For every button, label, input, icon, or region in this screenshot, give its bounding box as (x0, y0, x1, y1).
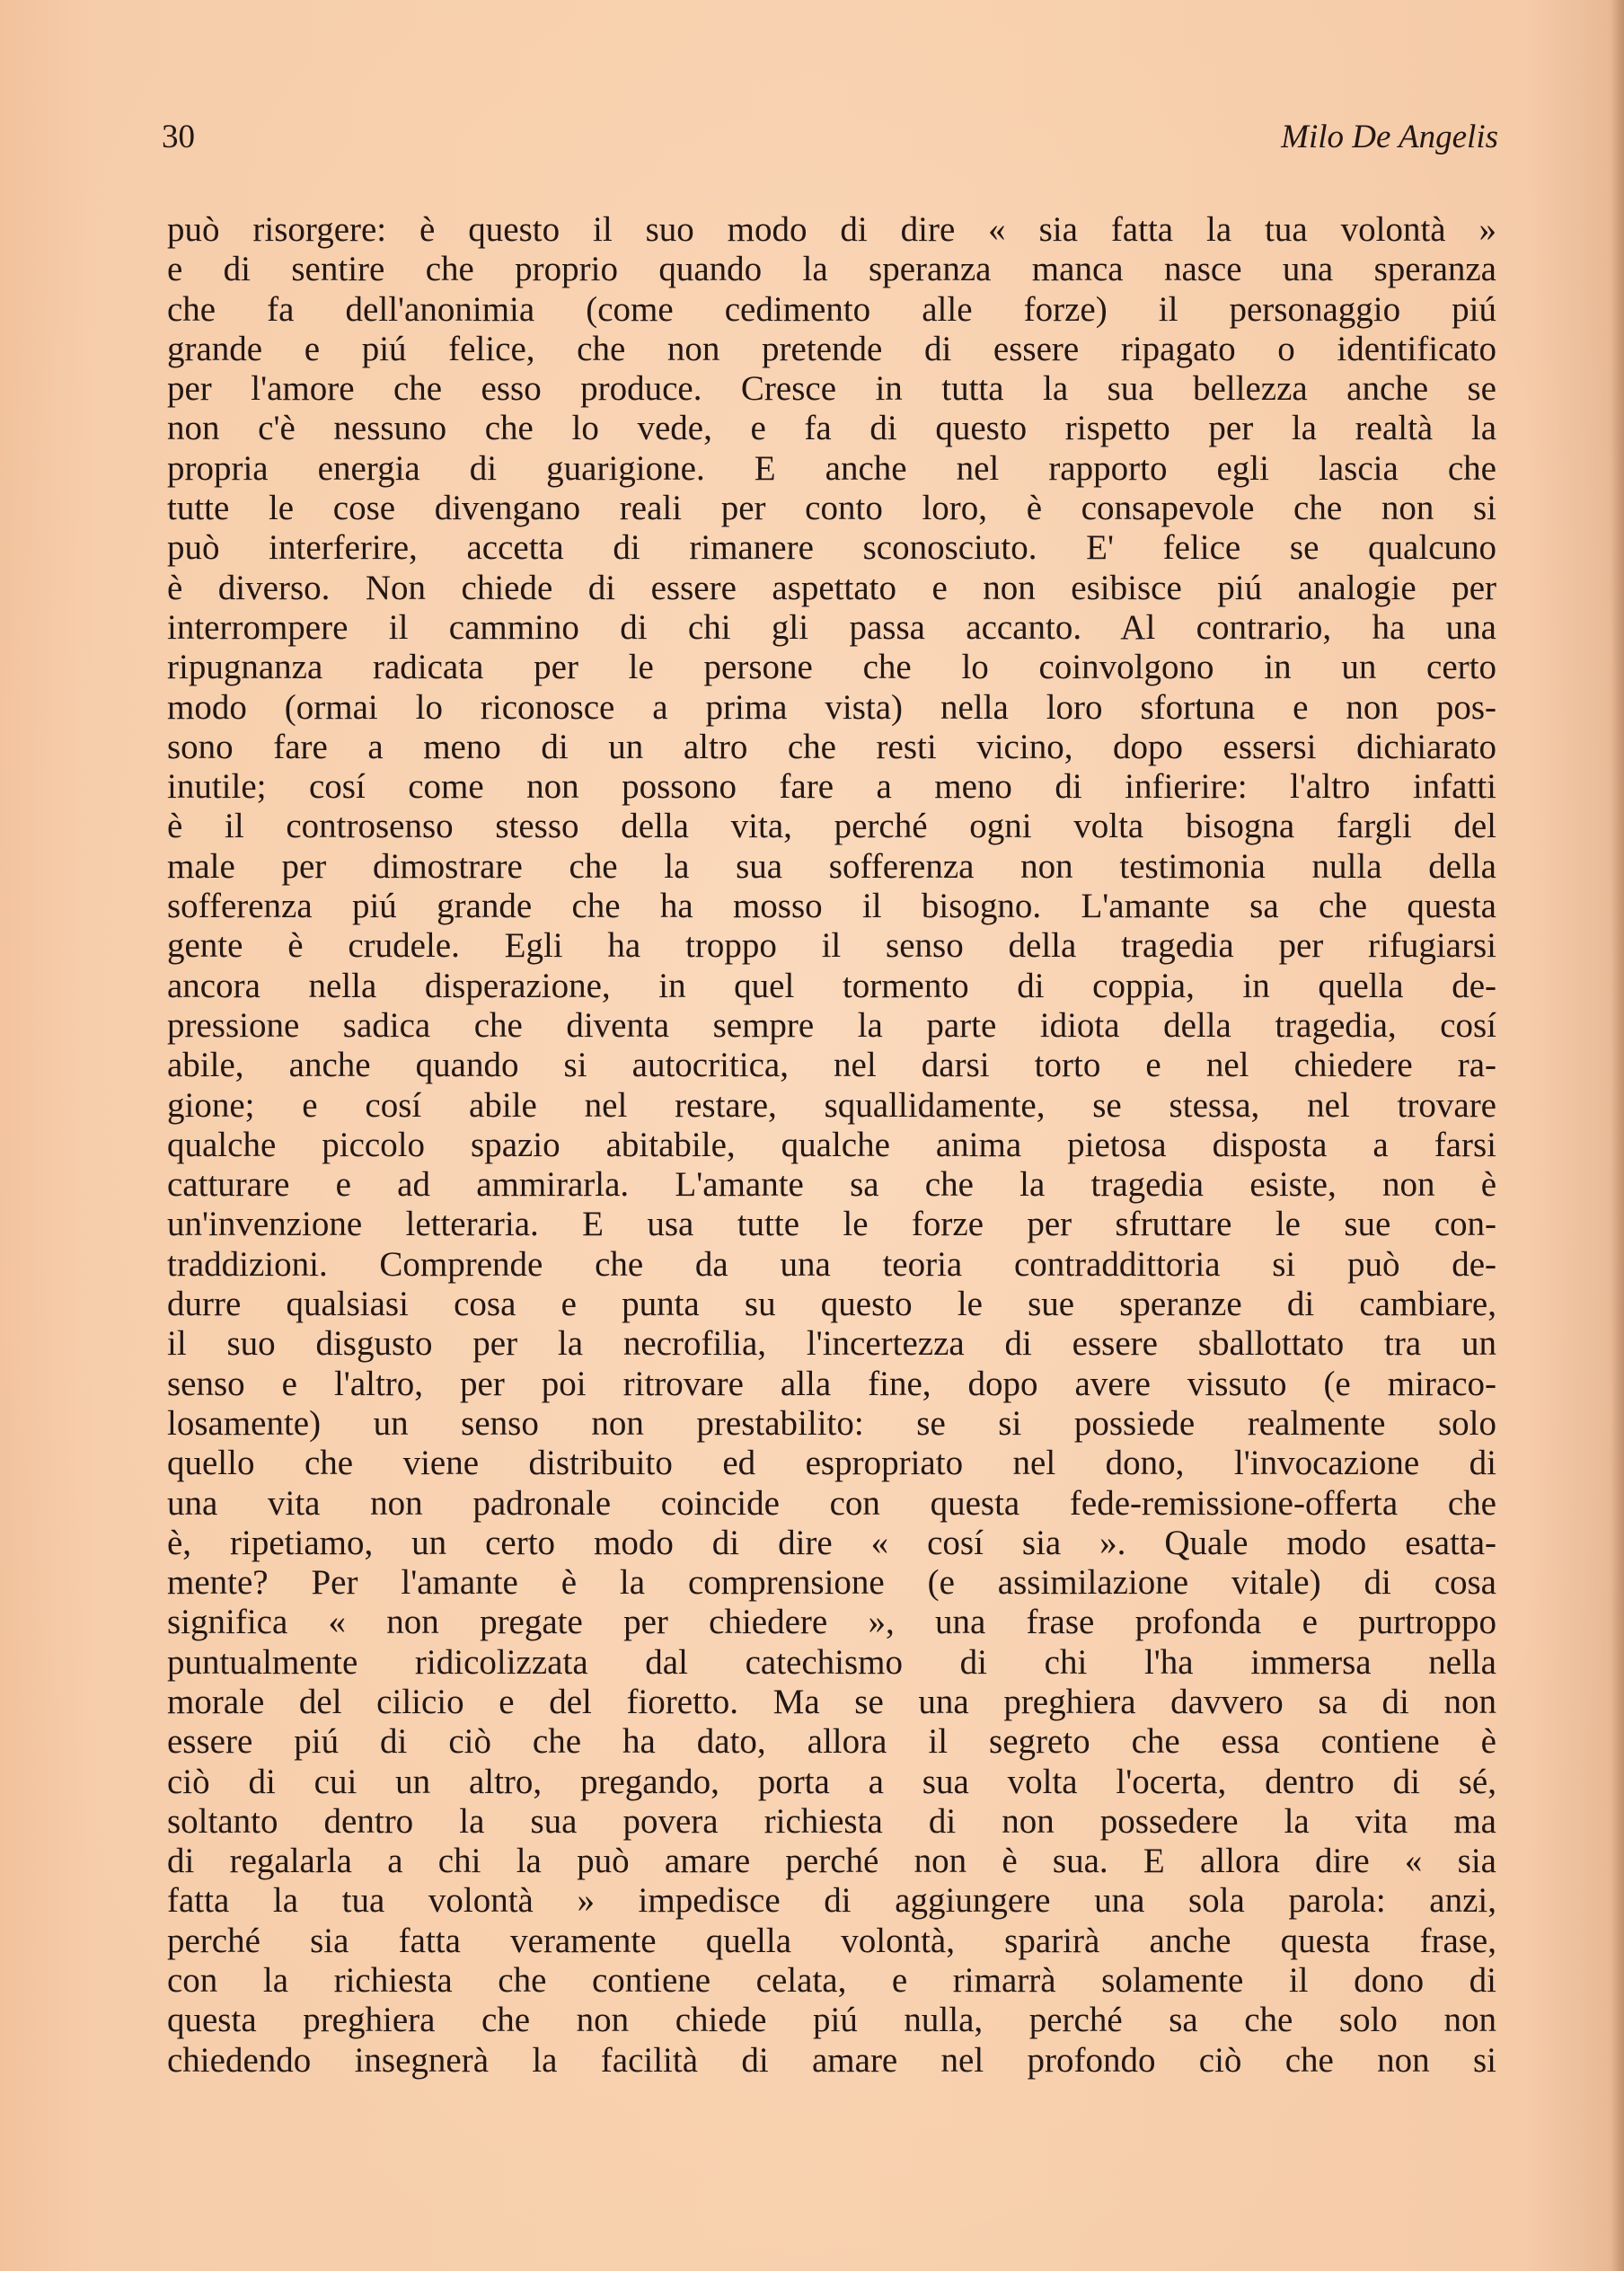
text-line: di regalarla a chi la può amare perché non è sua. E allora dire « sia (167, 1842, 1496, 1881)
text-line: con la richiesta che contiene celata, e rimarrà solamente il dono di (167, 1961, 1496, 2001)
text-line: ripugnanza radicata per le persone che lo coinvolgono in un certo (167, 648, 1496, 687)
text-line: sofferenza piú grande che ha mosso il bisogno. L'amante sa che questa (167, 887, 1496, 926)
text-line: chiedendo insegnerà la facilità di amare nel profondo ciò che non si (167, 2040, 1496, 2080)
running-author: Milo De Angelis (1281, 119, 1498, 155)
text-line: non c'è nessuno che lo vede, e fa di questo rispetto per la realtà la (167, 409, 1496, 448)
text-line: fatta la tua volontà » impedisce di aggiungere una sola parola: anzi, (167, 1881, 1496, 1921)
text-line: traddizioni. Comprende che da una teoria contraddittoria si può de- (167, 1244, 1496, 1284)
text-line: quello che viene distribuito ed espropriato nel dono, l'invocazione di (167, 1444, 1496, 1483)
text-line: essere piú di ciò che ha dato, allora il segreto che essa contiene è (167, 1722, 1496, 1762)
body-text (167, 210, 1496, 2081)
text-line: grande e piú felice, che non pretende di essere ripagato o identificato (167, 329, 1496, 368)
text-line: mente? Per l'amante è la comprensione (e assimilazione vitale) di cosa (167, 1563, 1496, 1603)
text-line: ancora nella disperazione, in quel tormento di coppia, in quella de- (167, 966, 1496, 1005)
text-line: e di sentire che proprio quando la speranza manca nasce una speranza (167, 250, 1496, 289)
text-line: durre qualsiasi cosa e punta su questo le sue speranze di cambiare, (167, 1285, 1496, 1324)
text-line: che fa dell'anonimia (come cedimento alle forze) il personaggio piú (167, 289, 1496, 329)
text-line: abile, anche quando si autocritica, nel darsi torto e nel chiedere ra- (167, 1046, 1496, 1085)
text-line: è diverso. Non chiede di essere aspettato e non esibisce piú analogie per (167, 568, 1496, 607)
text-line: un'invenzione letteraria. E usa tutte le forze per sfruttare le sue con- (167, 1205, 1496, 1244)
running-header (162, 115, 1498, 160)
text-line: è, ripetiamo, un certo modo di dire « cosí sia ». Quale modo esatta- (167, 1523, 1496, 1562)
text-line: interrompere il cammino di chi gli passa accanto. Al contrario, ha una (167, 607, 1496, 647)
text-line: propria energia di guarigione. E anche nel rapporto egli lascia che (167, 448, 1496, 488)
text-line: gente è crudele. Egli ha troppo il senso della tragedia per rifugiarsi (167, 926, 1496, 966)
text-line: perché sia fatta veramente quella volontà, sparirà anche questa frase, (167, 1921, 1496, 1960)
text-line: tutte le cose divengano reali per conto loro, è consapevole che non si (167, 489, 1496, 528)
text-line: inutile; cosí come non possono fare a meno di infierire: l'altro infatti (167, 767, 1496, 807)
text-line: il suo disgusto per la necrofilia, l'incertezza di essere sballottato tra un (167, 1324, 1496, 1364)
text-line: soltanto dentro la sua povera richiesta di non possedere la vita ma (167, 1801, 1496, 1841)
text-line: pressione sadica che diventa sempre la parte idiota della tragedia, cosí (167, 1005, 1496, 1045)
text-line: può interferire, accetta di rimanere sconosciuto. E' felice se qualcuno (167, 528, 1496, 568)
text-line: sono fare a meno di un altro che resti vicino, dopo essersi dichiarato (167, 727, 1496, 766)
text-line: male per dimostrare che la sua sofferenza non testimonia nulla della (167, 846, 1496, 886)
text-line: ciò di cui un altro, pregando, porta a sua volta l'ocerta, dentro di sé, (167, 1762, 1496, 1801)
text-line: losamente) un senso non prestabilito: se si possiede realmente solo (167, 1403, 1496, 1443)
text-line: senso e l'altro, per poi ritrovare alla fine, dopo avere vissuto (e miraco- (167, 1364, 1496, 1403)
text-line: questa preghiera che non chiede piú nulla, perché sa che solo non (167, 2001, 1496, 2040)
text-line: catturare e ad ammirarla. L'amante sa che la tragedia esiste, non è (167, 1165, 1496, 1205)
text-line: puntualmente ridicolizzata dal catechismo di chi l'ha immersa nella (167, 1642, 1496, 1682)
text-line: una vita non padronale coincide con questa fede-remissione-offerta che (167, 1483, 1496, 1523)
text-line: gione; e cosí abile nel restare, squallidamente, se stessa, nel trovare (167, 1085, 1496, 1125)
text-line: modo (ormai lo riconosce a prima vista) nella loro sfortuna e non pos- (167, 687, 1496, 727)
page-number: 30 (162, 119, 195, 155)
text-line: può risorgere: è questo il suo modo di dire « sia fatta la tua volontà » (167, 210, 1496, 249)
text-line: è il controsenso stesso della vita, perché ogni volta bisogna fargli del (167, 807, 1496, 846)
text-line: significa « non pregate per chiedere », una frase profonda e purtroppo (167, 1603, 1496, 1642)
text-line: per l'amore che esso produce. Cresce in tutta la sua bellezza anche se (167, 369, 1496, 409)
text-line: morale del cilicio e del fioretto. Ma se una preghiera davvero sa di non (167, 1682, 1496, 1721)
text-line: qualche piccolo spazio abitabile, qualche anima pietosa disposta a farsi (167, 1125, 1496, 1164)
page-edge-shadow (1611, 0, 1624, 2271)
